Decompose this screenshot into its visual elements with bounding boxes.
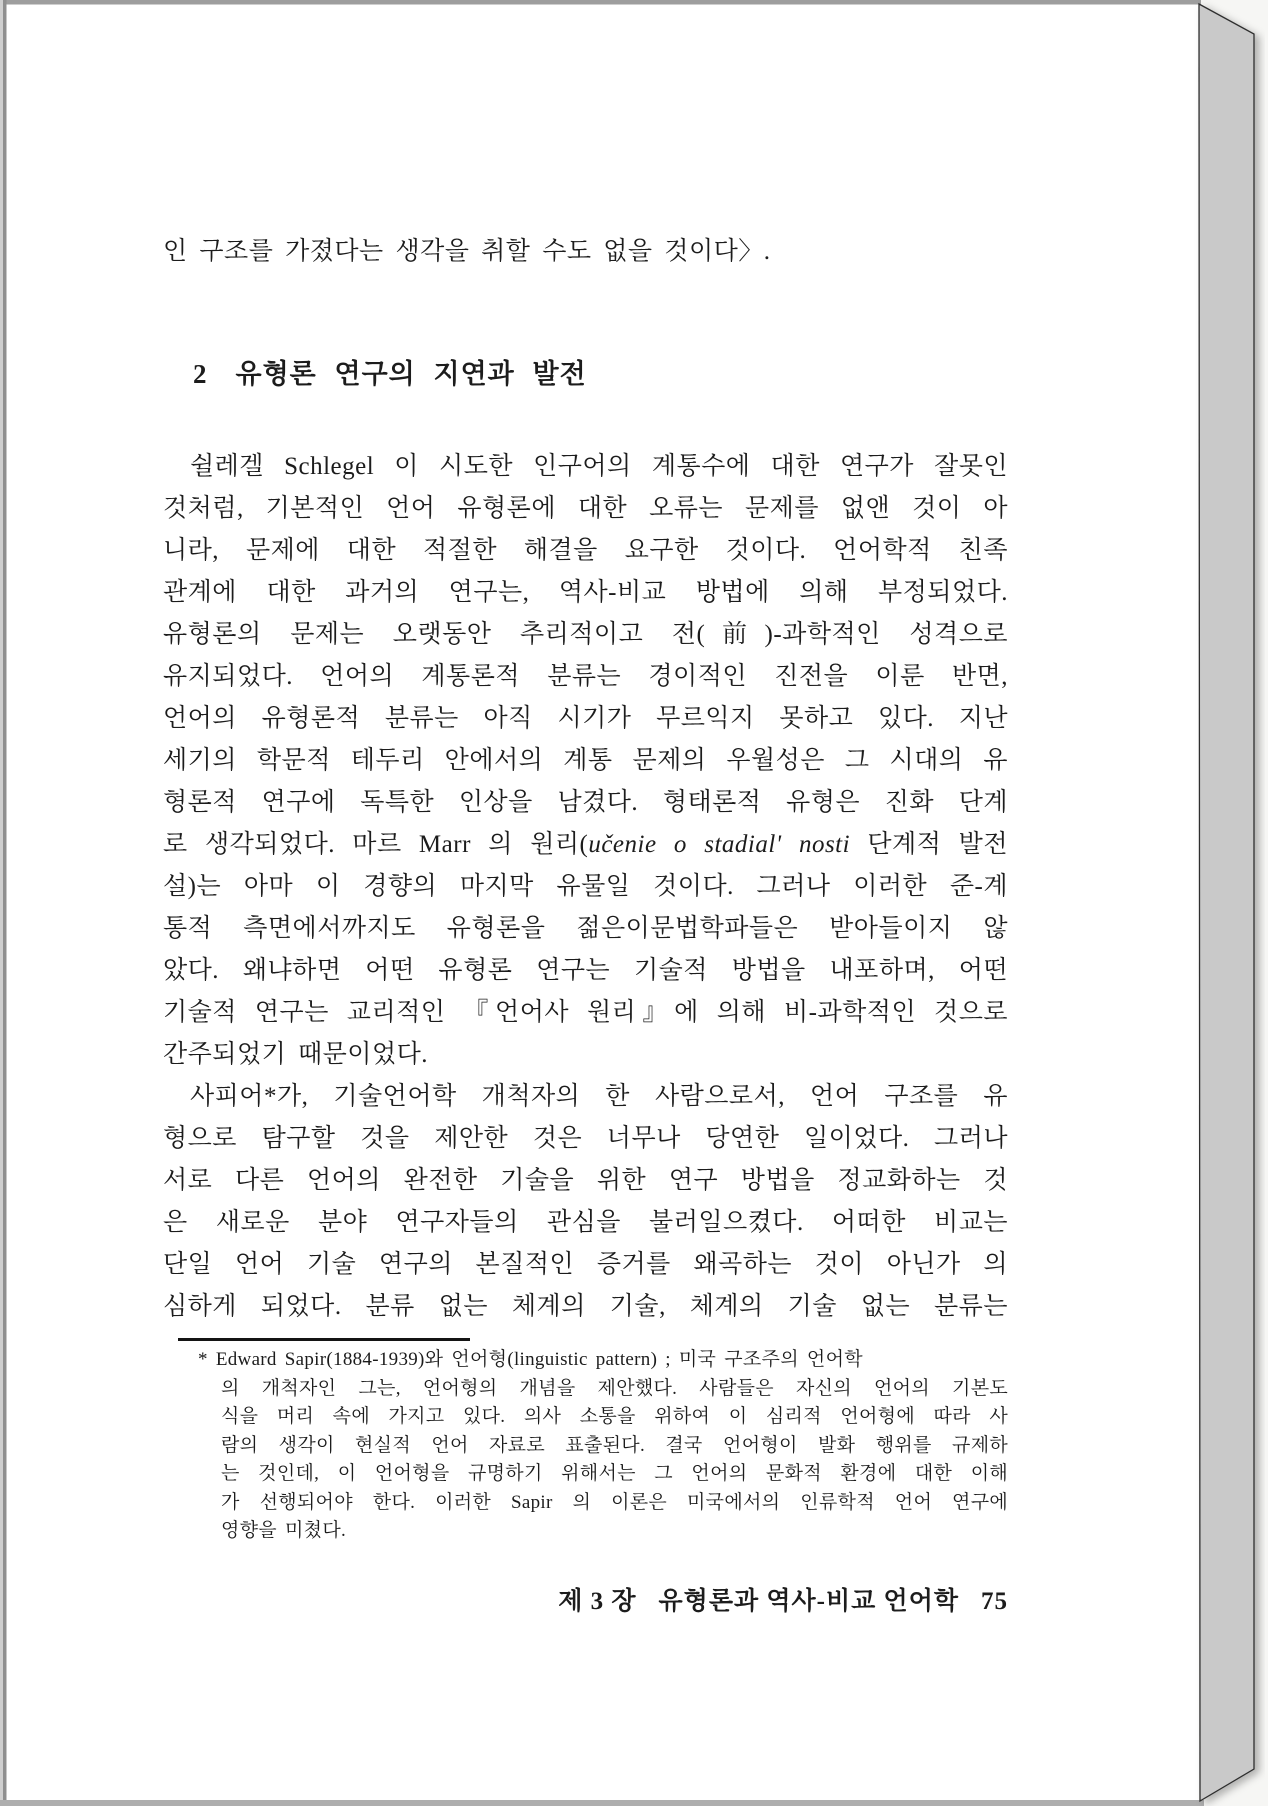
page-fore-edge (1199, 4, 1254, 1801)
body-line-with-italic (163, 824, 1008, 866)
footnote-line: * Edward Sapir(1884-1939)와 언어형(linguistic pattern) ; 미국 구조주의 언어학 (198, 1349, 863, 1370)
body-line: 심하게 되었다. 분류 없는 체계의 기술, 체계의 기술 없는 분류는 (163, 1293, 1008, 1320)
footer-chapter: 제 3 장 (558, 1588, 637, 1615)
body-line-italic-latin: učenie o stadial' nosti (588, 831, 851, 858)
footnote-line: 식을 머리 속에 가지고 있다. 의사 소통을 위하여 이 심리적 언어형에 따라 사 (221, 1406, 1008, 1427)
body-line: 형으로 탐구할 것을 제안한 것은 너무나 당연한 일이었다. 그러나 (163, 1125, 1008, 1152)
footnote-line: 는 것인데, 이 언어형을 규명하기 위해서는 그 언어의 문화적 환경에 대한 이해 (221, 1463, 1008, 1484)
body-line: 형론적 연구에 독특한 인상을 남겼다. 형태론적 유형은 진화 단계 (163, 789, 1008, 816)
footnote (163, 1346, 1008, 1546)
footer-running-title: 유형론과 역사-비교 언어학 (658, 1588, 959, 1615)
frame-left-bar-light (0, 0, 3, 1806)
body-text (163, 446, 1008, 1328)
section-number: 2 (193, 359, 208, 389)
page-footer (163, 1581, 1008, 1617)
body-line: 세기의 학문적 테두리 안에서의 계통 문제의 우월성은 그 시대의 유 (163, 747, 1008, 774)
body-line: 통적 측면에서까지도 유형론을 젊은이문법학파들은 받아들이지 않 (163, 915, 1008, 942)
body-line: 관계에 대한 과거의 연구는, 역사-비교 방법에 의해 부정되었다. (163, 579, 1008, 606)
body-line: 서로 다른 언어의 완전한 기술을 위한 연구 방법을 정교화하는 것 (163, 1167, 1008, 1194)
footnote-divider (178, 1338, 470, 1341)
body-line: 사피어*가, 기술언어학 개척자의 한 사람으로서, 언어 구조를 유 (190, 1083, 1008, 1110)
section-heading (193, 354, 587, 394)
body-line-post: 단계적 발전 (850, 831, 1008, 858)
footnote-line: 람의 생각이 현실적 언어 자료로 표출된다. 결국 언어형이 발화 행위를 규제하 (221, 1434, 1008, 1456)
continuation-line: 인 구조를 가졌다는 생각을 취할 수도 없을 것이다〉. (163, 238, 771, 265)
body-line: 유지되었다. 언어의 계통론적 분류는 경이적인 진전을 이룬 반면, (163, 663, 1008, 690)
body-line: 기술적 연구는 교리적인 『언어사 원리』에 의해 비-과학적인 것으로 (163, 999, 1008, 1026)
body-line: 단일 언어 기술 연구의 본질적인 증거를 왜곡하는 것이 아닌가 의 (163, 1251, 1008, 1278)
footnote-line: 의 개척자인 그는, 언어형의 개념을 제안했다. 사람들은 자신의 언어의 기본도 (221, 1377, 1008, 1399)
body-line: 았다. 왜냐하면 어떤 유형론 연구는 기술적 방법을 내포하며, 어떤 (163, 957, 1008, 984)
body-line-pre: 로 생각되었다. 마르 Marr 의 원리( (163, 831, 589, 858)
body-line: 유형론의 문제는 오랫동안 추리적이고 전(前)-과학적인 성격으로 (163, 621, 1008, 648)
body-line: 은 새로운 분야 연구자들의 관심을 불러일으켰다. 어떠한 비교는 (163, 1209, 1008, 1236)
body-line: 니라, 문제에 대한 적절한 해결을 요구한 것이다. 언어학적 친족 (163, 537, 1008, 564)
footnote-line: 가 선행되어야 한다. 이러한 Sapir 의 이론은 미국에서의 인류학적 언어 연구에 (221, 1491, 1008, 1513)
body-line: 것처럼, 기본적인 언어 유형론에 대한 오류는 문제를 없앤 것이 아 (163, 495, 1008, 522)
body-line: 언어의 유형론적 분류는 아직 시기가 무르익지 못하고 있다. 지난 (163, 705, 1008, 732)
section-title: 유형론 연구의 지연과 발전 (235, 359, 587, 389)
footnote-line: 영향을 미쳤다. (221, 1520, 347, 1541)
body-line: 설)는 아마 이 경향의 마지막 유물일 것이다. 그러나 이러한 준-계 (163, 873, 1008, 900)
body-line: 간주되었기 때문이었다. (163, 1041, 429, 1068)
footer-page-number: 75 (981, 1588, 1008, 1615)
body-line: 쉴레겔 Schlegel 이 시도한 인구어의 계통수에 대한 연구가 잘못인 (190, 453, 1008, 480)
page (6, 4, 1199, 1801)
